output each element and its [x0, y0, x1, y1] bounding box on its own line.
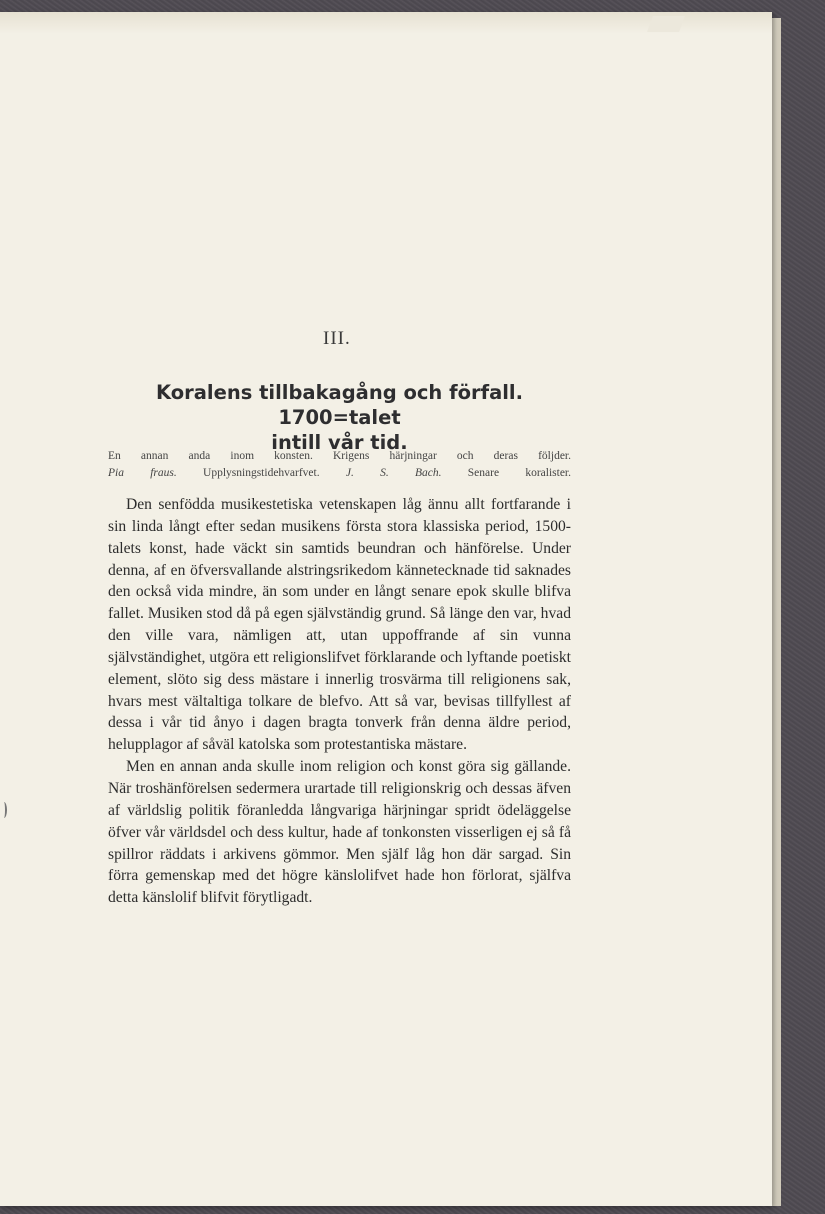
section-number: III.	[323, 328, 351, 349]
summary-line-1: En annan anda inom konsten. Krigens härjningar och deras följder.	[108, 450, 571, 462]
chapter-title	[108, 380, 571, 455]
torn-paper-corner	[647, 16, 685, 32]
paragraph-1: Den senfödda musikestetiska vetenskapen låg ännu allt fortfarande i sin linda långt efter sedan musikens första stora klassiska period, 1500-talets konst, hade väckt sin samtids beundran och hänförelse. Under denna, af en öfversvallande alstringsrikedom kännetecknade tid saknades den också vida mindre, än som under en långt senare epok skulle blifva fallet. Musiken stod då på egen självständig grund. Så länge den var, hvad den ville vara, nämligen att, utan uppoffrande af sin vunna självständighet, utgöra ett religionslifvet förklarande och lyftande poetiskt element, slöto sig dess mästare i innerlig trosvärma till religionens sak, hvars mest vältaltiga tolkare de blefvo. Att så var, bevisas tillfyllest af dessa i vår tid ånyo i dagen bragta tonverk från denna äldre period, helupplagor af såväl katolska som protestantiska mästare.	[108, 496, 571, 754]
summary-upplysning: Upplysningstidehvarfvet.	[176, 467, 346, 479]
chapter-title-line-2: intill vår tid.	[271, 431, 408, 454]
document-page	[0, 12, 772, 1206]
margin-mark	[1, 802, 7, 818]
body-text	[108, 494, 571, 909]
summary-pia-fraus: Pia fraus.	[108, 467, 177, 479]
chapter-summary	[108, 448, 571, 482]
chapter-title-line-1: Koralens tillbakagång och förfall. 1700=talet	[155, 381, 524, 429]
summary-line-2	[108, 465, 571, 482]
paragraph-2: Men en annan anda skulle inom religion och konst göra sig gällande. När troshänförelsen sedermera urartade till religionskrig och dessas äfven af världslig politik föranledda långvariga härjningar spridt ödeläggelse öfver vår världsdel och dess kultur, hade af tonkonsten visserligen ej så få spillror räddats i arkivens gömmor. Men själf låg hon där sargad. Sin förra gemenskap med det högre känslolifvet hade hon förlorat, själfva detta känslolif blifvit förytligadt.	[108, 758, 571, 907]
summary-koralister: Senare koralister.	[441, 467, 571, 479]
summary-bach: J. S. Bach.	[345, 467, 442, 479]
